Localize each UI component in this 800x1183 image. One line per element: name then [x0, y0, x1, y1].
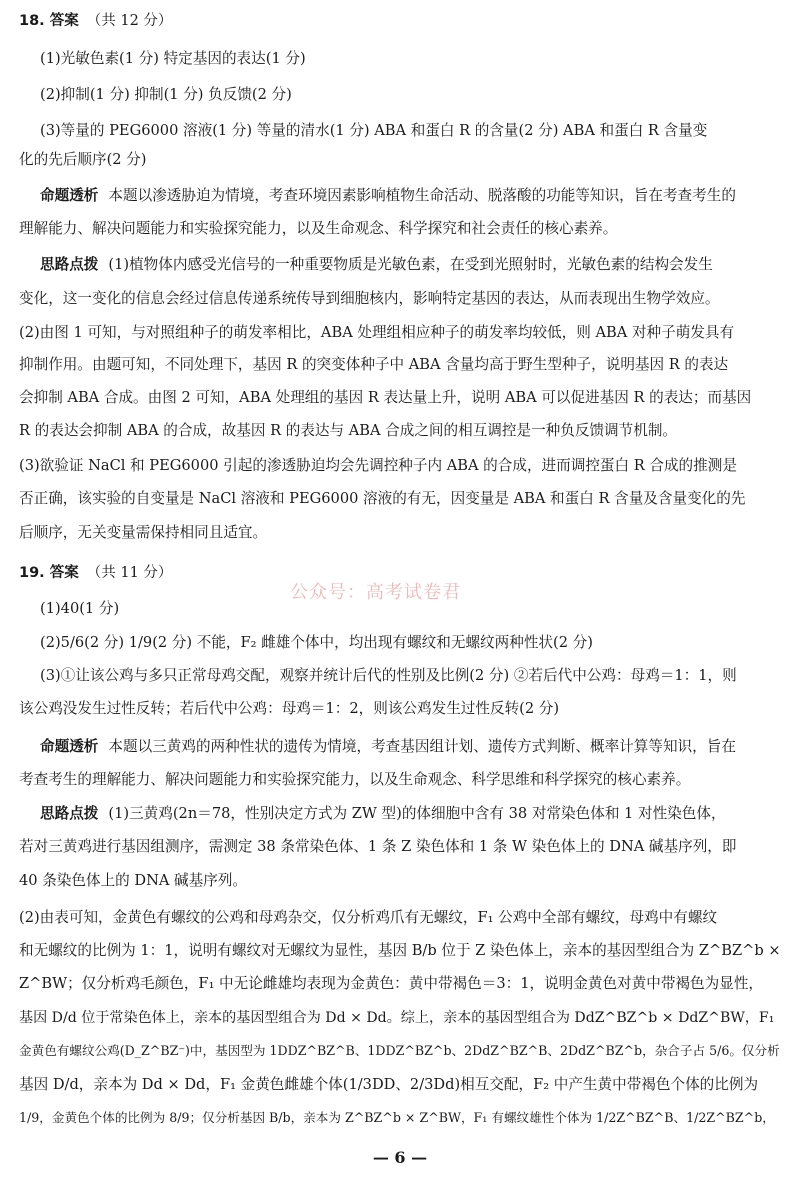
q18-hint-label: 思路点拨: [40, 256, 99, 273]
q19-hint-line-2: 若对三黄鸡进行基因组测序，需测定 38 条常染色体、1 条 Z 染色体和 1 条 W 染色体上的 DNA 碱基序列，即: [19, 838, 737, 855]
q19-hint-line-8: 金黄色有螺纹公鸡(D_Z^BZ⁻)中，基因型为 1DDZ^BZ^B、1DDZ^BZ^b、2DdZ^BZ^B、2DdZ^BZ^b，杂合子占 5/6。仅分析: [19, 1043, 780, 1058]
q18-points: （共 12 分）: [86, 13, 173, 29]
q19-hint-line-5: 和无螺纹的比例为 1：1，说明有螺纹对无螺纹为显性，基因 B/b 位于 Z 染色体上，亲本的基因型组合为 Z^BZ^b ×: [19, 942, 781, 959]
q19-hint-line-9: 基因 D/d，亲本为 Dd × Dd，F₁ 金黄色雌雄个体(1/3DD、2/3Dd)相互交配，F₂ 中产生黄中带褐色个体的比例为: [19, 1076, 759, 1093]
q19-title: 19. 答案: [19, 565, 79, 581]
q18-analysis-text-1: 本题以渗透胁迫为情境，考查环境因素影响植物生命活动、脱落酸的功能等知识，旨在考查考生的: [108, 187, 736, 204]
q18-answer-3: (3)等量的 PEG6000 溶液(1 分) 等量的清水(1 分) ABA 和蛋白 R 的含量(2 分) ABA 和蛋白 R 含量变: [40, 122, 708, 139]
q18-hint-line-9: 后顺序，无关变量需保持相同且适宜。: [19, 524, 268, 541]
q19-answer-1: (1)40(1 分): [40, 600, 120, 617]
q19-hint-line-10: 1/9，金黄色个体的比例为 8/9；仅分析基因 B/b，亲本为 Z^BZ^b × Z^BW，F₁ 有螺纹雄性个体为 1/2Z^BZ^B、1/2Z^BZ^b，: [19, 1110, 775, 1125]
q19-analysis-line-2: 考查考生的理解能力、解决问题能力和实验探究能力，以及生命观念、科学思维和科学探究的核心素养。: [19, 771, 691, 788]
q18-hint-line-7: (3)欲验证 NaCl 和 PEG6000 引起的渗透胁迫均会先调控种子内 ABA 的合成，进而调控蛋白 R 合成的推测是: [19, 457, 737, 474]
q18-hint-line-1: [40, 255, 713, 275]
q18-analysis-line-1: [40, 186, 736, 206]
watermark-text: 公众号：高考试卷君: [290, 582, 461, 603]
q18-hint-line-2: 变化，这一变化的信息会经过信息传递系统传导到细胞核内，影响特定基因的表达，从而表现出生物学效应。: [19, 290, 720, 307]
q19-analysis-label: 命题透析: [40, 738, 99, 755]
page-number: — 6 —: [372, 1148, 428, 1167]
q19-analysis-line-1: [40, 737, 736, 757]
q18-hint-line-4: 抑制作用。由题可知，不同处理下，基因 R 的突变体种子中 ABA 含量均高于野生型种子，说明基因 R 的表达: [19, 356, 729, 373]
q18-answer-1: (1)光敏色素(1 分) 特定基因的表达(1 分): [40, 50, 306, 67]
q18-hint-line-5: 会抑制 ABA 合成。由图 2 可知，ABA 处理组的基因 R 表达量上升，说明 ABA 可以促进基因 R 的表达；而基因: [19, 389, 752, 406]
q19-hint-line-1: [40, 804, 726, 824]
q19-hint-line-4: (2)由表可知，金黄色有螺纹的公鸡和母鸡杂交，仅分析鸡爪有无螺纹，F₁ 公鸡中全部有螺纹，母鸡中有螺纹: [19, 909, 718, 926]
q19-hint-line-3: 40 条染色体上的 DNA 碱基序列。: [19, 872, 248, 889]
q19-hint-text-1: (1)三黄鸡(2n＝78，性别决定方式为 ZW 型)的体细胞中含有 38 对常染色体和 1 对性染色体，: [108, 805, 726, 822]
q18-answer-2: (2)抑制(1 分) 抑制(1 分) 负反馈(2 分): [40, 86, 292, 103]
q18-title: 18. 答案: [19, 13, 79, 29]
q19-answer-3-cont: 该公鸡没发生过性反转；若后代中公鸡：母鸡＝1：2，则该公鸡发生过性反转(2 分): [19, 700, 560, 717]
q19-answer-2: (2)5/6(2 分) 1/9(2 分) 不能，F₂ 雌雄个体中，均出现有螺纹和无螺纹两种性状(2 分): [40, 634, 593, 651]
q19-hint-line-7: 基因 D/d 位于常染色体上，亲本的基因型组合为 Dd × Dd。综上，亲本的基因型组合为 DdZ^BZ^b × DdZ^BW，F₁: [19, 1010, 775, 1026]
q19-heading: [19, 563, 172, 583]
q18-heading: [19, 11, 172, 31]
q19-analysis-text-1: 本题以三黄鸡的两种性状的遗传为情境，考查基因组计划、遗传方式判断、概率计算等知识，旨在: [108, 738, 736, 755]
q18-hint-line-8: 否正确，该实验的自变量是 NaCl 溶液和 PEG6000 溶液的有无，因变量是 ABA 和蛋白 R 含量及含量变化的先: [19, 490, 746, 507]
q18-hint-line-6: R 的表达会抑制 ABA 的合成，故基因 R 的表达与 ABA 合成之间的相互调控是一种负反馈调节机制。: [19, 422, 678, 439]
q19-answer-3: (3)①让该公鸡与多只正常母鸡交配，观察并统计后代的性别及比例(2 分) ②若后代中公鸡：母鸡＝1：1，则: [40, 667, 737, 684]
q18-analysis-label: 命题透析: [40, 187, 99, 204]
q19-points: （共 11 分）: [86, 565, 173, 581]
q18-hint-text-1: (1)植物体内感受光信号的一种重要物质是光敏色素，在受到光照射时，光敏色素的结构会发生: [108, 256, 713, 273]
q19-hint-line-6: Z^BW；仅分析鸡毛颜色，F₁ 中无论雌雄均表现为金黄色：黄中带褐色＝3：1，说明金黄色对黄中带褐色为显性，: [19, 975, 764, 992]
q18-hint-line-3: (2)由图 1 可知，与对照组种子的萌发率相比，ABA 处理组相应种子的萌发率均较低，则 ABA 对种子萌发具有: [19, 324, 735, 341]
q19-hint-label: 思路点拨: [40, 805, 99, 822]
q18-analysis-line-2: 理解能力、解决问题能力和实验探究能力，以及生命观念、科学探究和社会责任的核心素养。: [19, 220, 618, 237]
q18-answer-3-cont: 化的先后顺序(2 分): [19, 151, 147, 168]
